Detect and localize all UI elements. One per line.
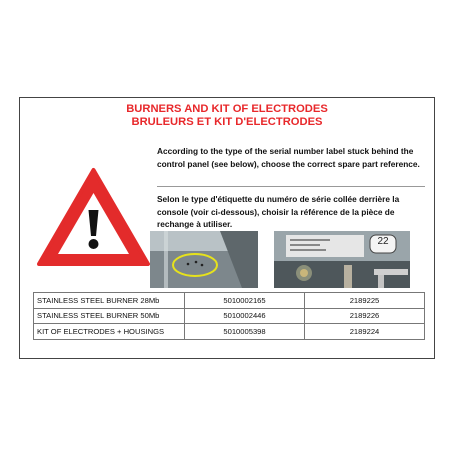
table-row <box>34 324 425 340</box>
part-name: KIT OF ELECTRODES + HOUSINGS <box>34 324 185 340</box>
part-name: STAINLESS STEEL BURNER 28Mb <box>34 293 185 309</box>
part-new-reference: 2189224 <box>305 324 425 340</box>
part-old-reference: 5010002446 <box>185 308 305 324</box>
part-new-reference: 2189225 <box>305 293 425 309</box>
serial-label-number: 22 <box>377 236 389 247</box>
warning-triangle-icon <box>36 166 151 268</box>
part-old-reference: 5010002165 <box>185 293 305 309</box>
spare-part-notice <box>19 97 435 359</box>
divider <box>157 186 425 187</box>
table-row <box>34 293 425 309</box>
part-old-reference: 5010005398 <box>185 324 305 340</box>
table-row <box>34 308 425 324</box>
part-new-reference: 2189226 <box>305 308 425 324</box>
parts-reference-table <box>33 292 425 340</box>
instruction-french: Selon le type d'étiquette du numéro de série collée derrière la console (voir ci-dessous), choisir la référence de la pièce de rechange à utiliser. <box>157 194 400 229</box>
label-location-photo <box>150 231 258 288</box>
title-english: BURNERS AND KIT OF ELECTRODES <box>126 103 328 115</box>
serial-label-photo <box>274 231 410 288</box>
instruction-english: According to the type of the serial number label stuck behind the control panel (see below), choose the correct spare part reference. <box>157 146 420 169</box>
title-french: BRULEURS ET KIT D'ELECTRODES <box>131 116 323 128</box>
part-name: STAINLESS STEEL BURNER 50Mb <box>34 308 185 324</box>
